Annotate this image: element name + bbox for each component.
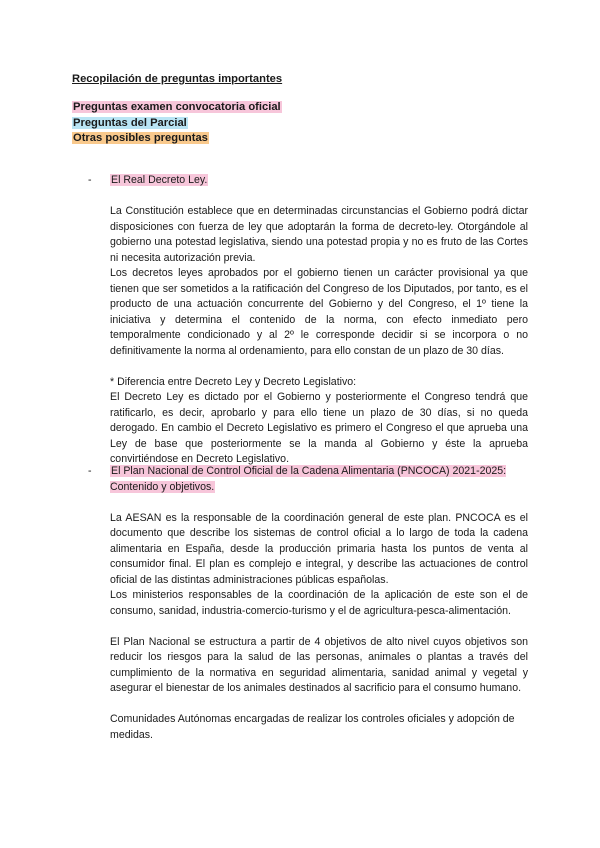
- legend-partial-exam: Preguntas del Parcial: [73, 116, 187, 129]
- section-heading: El Plan Nacional de Control Oficial de la Cadena Alimentaria (PNCOCA) 2021-2025: Contenido y objetivos.: [110, 465, 507, 493]
- section-heading: El Real Decreto Ley.: [111, 174, 208, 186]
- bullet-dash: -: [88, 174, 92, 186]
- bullet-dash: -: [88, 465, 92, 477]
- paragraph: * Diferencia entre Decreto Ley y Decreto Legislativo:: [110, 375, 357, 388]
- paragraph: Comunidades Autónomas encargadas de realizar los controles oficiales y adopción de medidas.: [110, 713, 515, 741]
- paragraph: Los ministerios responsables de la coordinación de la aplicación de este son el de consumo, sanidad, industria-comercio-turismo y el de agricultura-pesca-alimentación.: [110, 589, 528, 617]
- legend-other-questions: Otras posibles preguntas: [73, 132, 208, 144]
- section-pncoca: [88, 464, 528, 743]
- legend-official-exam: Preguntas examen convocatoria oficial: [73, 101, 281, 113]
- paragraph: Los decretos leyes aprobados por el gobierno tienen un carácter provisional ya que tienen que ser sometidos a la ratificación del Congreso de los Diputados, por tanto, es el producto de una actuación concurrente del Gobierno y del Congreso, el 1º tiene la iniciativa y determina el contenido de la norma, con efecto inmediato pero temporalmente condicionado y al 2º le corresponde decidir si se incorpora o no definitivamente la norma al ordenamiento, para ello constan de un plazo de 30 días.: [110, 267, 528, 357]
- section-real-decreto-ley: [88, 173, 528, 468]
- document-title: Recopilación de preguntas importantes: [72, 73, 283, 85]
- section-body: [110, 204, 528, 468]
- section-body: [110, 511, 528, 744]
- paragraph: El Plan Nacional se estructura a partir de 4 objetivos de alto nivel cuyos objetivos son reducir los riesgos para la salud de las personas, animales o plantas a través del cumplimiento de la normativa en seguridad alimentaria, sanidad animal y vegetal y asegurar el bienestar de los animales destinados al sacrificio para el consumo humano.: [110, 635, 528, 694]
- paragraph: El Decreto Ley es dictado por el Gobierno y posteriormente el Congreso tendrá que ratificarlo, es decir, aprobarlo y para ello tiene un plazo de 30 días, si no queda derogado. En cambio el Decreto Legislativo es primero el Congreso el que aprueba una Ley de base que posteriormente se la manda al Gobierno y éste la aprueba convirtiéndose en Decreto Legislativo.: [110, 391, 528, 465]
- paragraph: La Constitución establece que en determinadas circunstancias el Gobierno podrá dictar disposiciones con fuerza de ley que adoptarán la forma de decreto-ley. Otorgándole al gobierno una potestad legislativa, siendo una potestad propia y no es fruto de las Cortes ni necesita autorización previa.: [110, 205, 528, 264]
- color-legend: [72, 100, 282, 147]
- paragraph: La AESAN es la responsable de la coordinación general de este plan. PNCOCA es el documento que describe los sistemas de control oficial a lo largo de toda la cadena alimentaria en España, desde la producción primaria hasta los puntos de venta al consumidor final. El plan es complejo e integral, y describe las actuaciones de control oficial de las distintas administraciones públicas españolas.: [110, 511, 528, 586]
